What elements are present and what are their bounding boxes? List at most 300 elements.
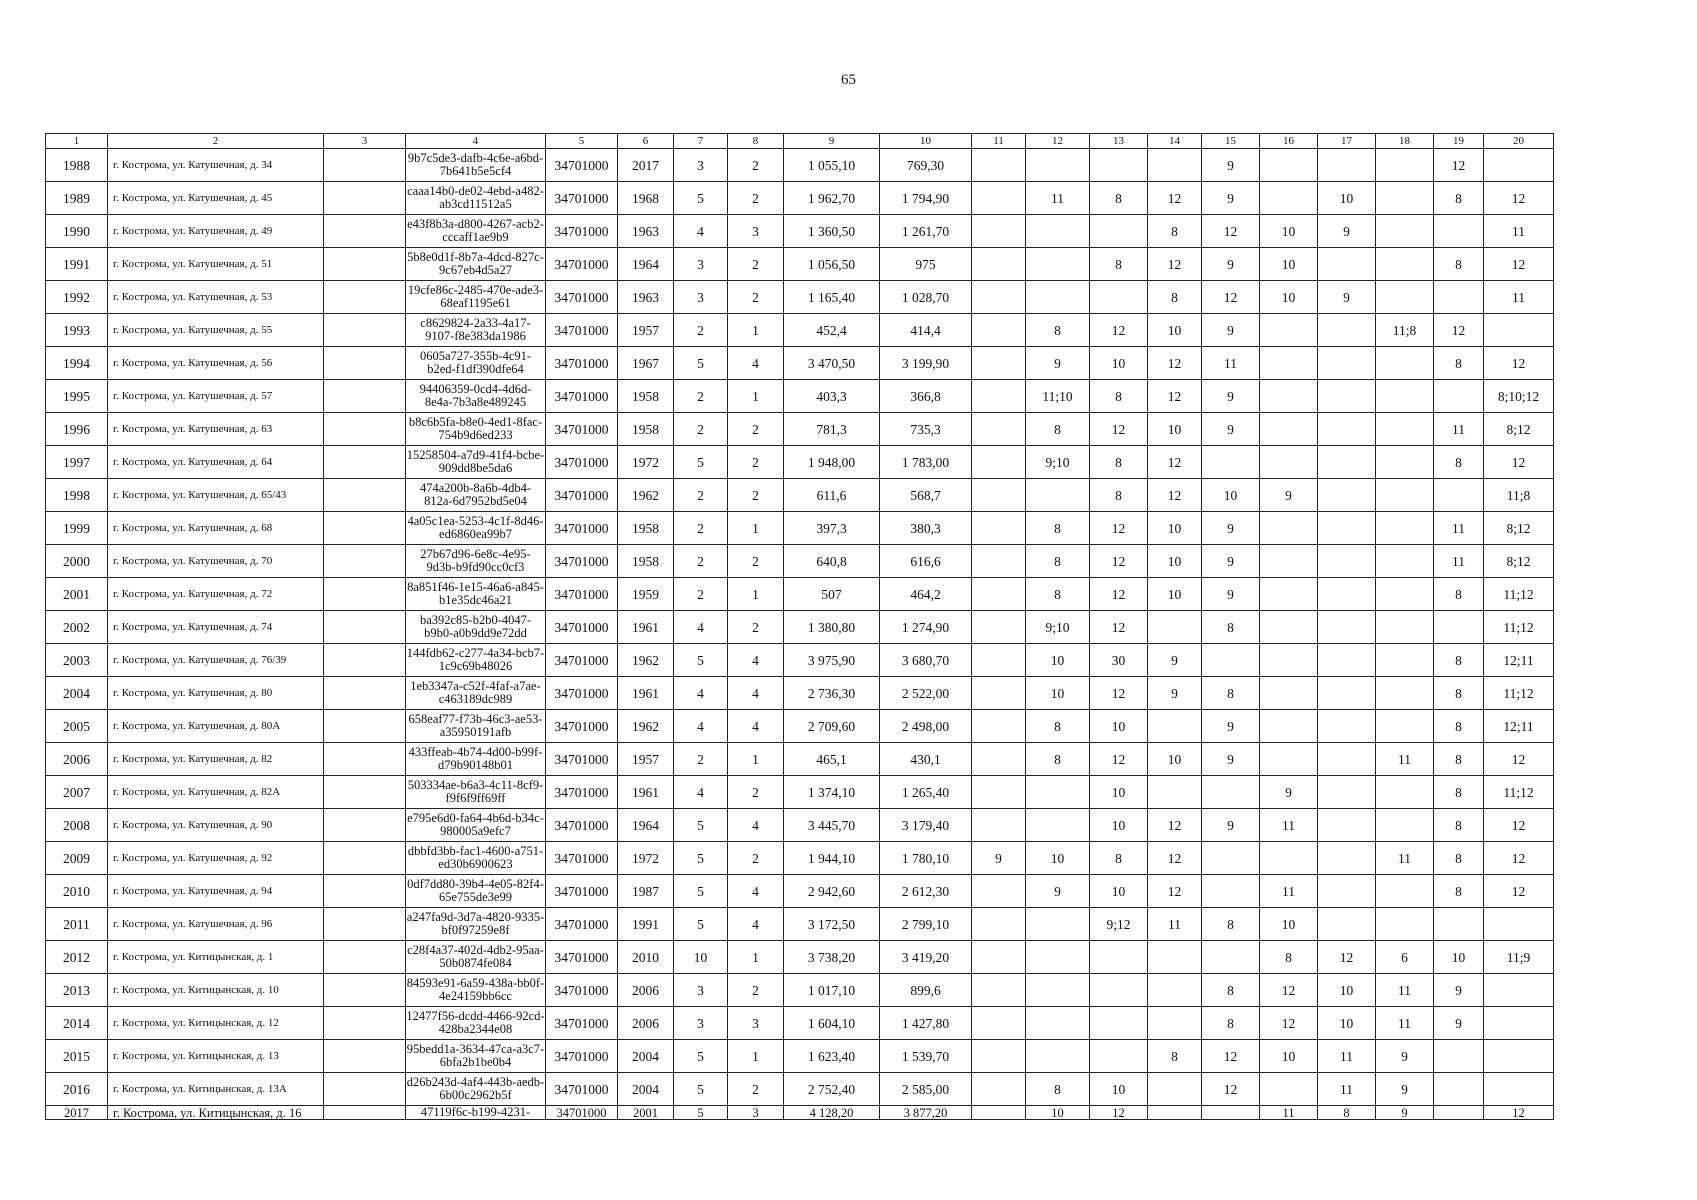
table-cell bbox=[1376, 644, 1434, 677]
table-cell: 10 bbox=[674, 941, 728, 974]
table-cell: 144fdb62-c277-4a34-bcb7-1c9c69b48026 bbox=[406, 644, 546, 677]
table-row bbox=[46, 314, 1554, 347]
table-cell: 9b7c5de3-dafb-4c6e-a6bd-7b641b5e5cf4 bbox=[406, 149, 546, 182]
table-cell: 1 962,70 bbox=[784, 182, 880, 215]
table-cell bbox=[324, 314, 406, 347]
table-cell: 2004 bbox=[46, 677, 108, 710]
table-cell bbox=[324, 644, 406, 677]
table-cell: 2 bbox=[674, 479, 728, 512]
table-cell: 34701000 bbox=[546, 248, 618, 281]
table-cell: 1 bbox=[728, 743, 784, 776]
table-cell bbox=[1148, 1106, 1202, 1120]
table-cell: 8 bbox=[1148, 1040, 1202, 1073]
table-cell: 2013 bbox=[46, 974, 108, 1007]
table-cell bbox=[1148, 149, 1202, 182]
table-cell: 12 bbox=[1202, 215, 1260, 248]
table-cell: 1958 bbox=[618, 380, 674, 413]
table-cell bbox=[1318, 809, 1376, 842]
table-cell bbox=[1260, 314, 1318, 347]
table-cell: 95bedd1a-3634-47ca-a3c7-6bfa2b1be0b4 bbox=[406, 1040, 546, 1073]
table-cell bbox=[972, 908, 1026, 941]
table-cell: 11 bbox=[1376, 743, 1434, 776]
table-cell: 2 bbox=[728, 446, 784, 479]
table-cell: 507 bbox=[784, 578, 880, 611]
table-cell: г. Кострома, ул. Катушечная, д. 82 bbox=[108, 743, 324, 776]
table-cell: 10 bbox=[1148, 512, 1202, 545]
table-cell bbox=[1026, 281, 1090, 314]
table-cell: 1996 bbox=[46, 413, 108, 446]
table-cell: 11;8 bbox=[1484, 479, 1554, 512]
table-cell: 8 bbox=[1148, 281, 1202, 314]
table-cell: 1958 bbox=[618, 545, 674, 578]
table-cell: 1957 bbox=[618, 743, 674, 776]
table-row bbox=[46, 380, 1554, 413]
table-cell: 2 bbox=[674, 545, 728, 578]
table-cell bbox=[972, 149, 1026, 182]
table-cell: 2 bbox=[728, 776, 784, 809]
table-cell bbox=[1026, 1040, 1090, 1073]
column-header-16: 16 bbox=[1260, 134, 1318, 149]
table-cell: г. Кострома, ул. Катушечная, д. 82А bbox=[108, 776, 324, 809]
table-cell: г. Кострома, ул. Катушечная, д. 74 bbox=[108, 611, 324, 644]
table-cell: г. Кострома, ул. Катушечная, д. 53 bbox=[108, 281, 324, 314]
table-cell bbox=[972, 776, 1026, 809]
table-cell: 94406359-0cd4-4d6d-8e4a-7b3a8e489245 bbox=[406, 380, 546, 413]
table-cell bbox=[1376, 677, 1434, 710]
table-cell: 12 bbox=[1484, 182, 1554, 215]
table-cell: г. Кострома, ул. Китицынская, д. 10 bbox=[108, 974, 324, 1007]
table-cell bbox=[972, 578, 1026, 611]
table-cell: 11 bbox=[1318, 1040, 1376, 1073]
table-cell bbox=[972, 413, 1026, 446]
table-cell: 9 bbox=[1202, 578, 1260, 611]
table-cell bbox=[972, 545, 1026, 578]
table-cell: 6 bbox=[1376, 941, 1434, 974]
table-row bbox=[46, 677, 1554, 710]
table-cell: 9 bbox=[1434, 974, 1484, 1007]
table-cell: 11 bbox=[1260, 1106, 1318, 1120]
table-cell: 1 360,50 bbox=[784, 215, 880, 248]
table-cell: 34701000 bbox=[546, 875, 618, 908]
table-cell bbox=[1148, 1073, 1202, 1106]
table-row bbox=[46, 1073, 1554, 1106]
table-cell: 11;10 bbox=[1026, 380, 1090, 413]
table-cell: 3 bbox=[674, 1007, 728, 1040]
table-cell: 9 bbox=[1148, 644, 1202, 677]
table-cell: 12 bbox=[1090, 545, 1148, 578]
table-cell: 2 bbox=[728, 149, 784, 182]
table-cell: 4 bbox=[674, 710, 728, 743]
table-cell: 10 bbox=[1148, 413, 1202, 446]
table-cell: г. Кострома, ул. Катушечная, д. 92 bbox=[108, 842, 324, 875]
table-cell: 2 bbox=[728, 974, 784, 1007]
table-cell: 10 bbox=[1260, 281, 1318, 314]
table-cell bbox=[972, 1007, 1026, 1040]
table-cell bbox=[1260, 545, 1318, 578]
table-cell: 2017 bbox=[46, 1106, 108, 1120]
table-cell: г. Кострома, ул. Катушечная, д. 76/39 bbox=[108, 644, 324, 677]
table-cell bbox=[1484, 974, 1554, 1007]
table-cell: 34701000 bbox=[546, 743, 618, 776]
table-cell: 452,4 bbox=[784, 314, 880, 347]
table-cell: 2 bbox=[728, 1073, 784, 1106]
table-cell: 34701000 bbox=[546, 941, 618, 974]
table-cell bbox=[972, 875, 1026, 908]
table-cell: 4 bbox=[728, 644, 784, 677]
table-cell: 12 bbox=[1484, 347, 1554, 380]
table-cell: 34701000 bbox=[546, 182, 618, 215]
table-row bbox=[46, 611, 1554, 644]
table-cell bbox=[1376, 512, 1434, 545]
table-cell: 465,1 bbox=[784, 743, 880, 776]
table-cell bbox=[1376, 149, 1434, 182]
table-cell: 2012 bbox=[46, 941, 108, 974]
table-row bbox=[46, 941, 1554, 974]
table-cell: 11 bbox=[1484, 281, 1554, 314]
table-cell: 1991 bbox=[618, 908, 674, 941]
table-cell: 12 bbox=[1484, 743, 1554, 776]
table-cell: 1957 bbox=[618, 314, 674, 347]
table-cell bbox=[1260, 710, 1318, 743]
table-cell bbox=[1484, 314, 1554, 347]
table-row bbox=[46, 413, 1554, 446]
table-cell bbox=[1376, 809, 1434, 842]
table-cell bbox=[972, 1040, 1026, 1073]
table-cell: 1963 bbox=[618, 281, 674, 314]
table-cell: 8 bbox=[1434, 743, 1484, 776]
table-cell bbox=[1260, 413, 1318, 446]
table-cell: 2001 bbox=[46, 578, 108, 611]
table-cell bbox=[1202, 446, 1260, 479]
table-cell: 12;11 bbox=[1484, 710, 1554, 743]
table-cell: 8 bbox=[1434, 644, 1484, 677]
table-cell: 9 bbox=[1202, 149, 1260, 182]
table-cell: 9 bbox=[1148, 677, 1202, 710]
table-cell: 34701000 bbox=[546, 413, 618, 446]
table-cell bbox=[1026, 908, 1090, 941]
table-cell: 8 bbox=[1090, 479, 1148, 512]
table-cell: 8 bbox=[1026, 314, 1090, 347]
table-cell: 3 bbox=[674, 281, 728, 314]
table-row bbox=[46, 908, 1554, 941]
table-cell: 10 bbox=[1148, 314, 1202, 347]
table-cell: 10 bbox=[1318, 974, 1376, 1007]
table-cell: 2 752,40 bbox=[784, 1073, 880, 1106]
table-cell bbox=[1484, 149, 1554, 182]
table-cell: 12 bbox=[1318, 941, 1376, 974]
table-cell bbox=[1434, 1106, 1484, 1120]
table-cell bbox=[972, 1106, 1026, 1120]
table-cell: 1959 bbox=[618, 578, 674, 611]
table-cell bbox=[324, 1073, 406, 1106]
table-cell: г. Кострома, ул. Китицынская, д. 16 bbox=[108, 1106, 324, 1120]
table-cell: 9;10 bbox=[1026, 611, 1090, 644]
table-cell: 34701000 bbox=[546, 644, 618, 677]
table-cell: 10 bbox=[1260, 215, 1318, 248]
table-cell bbox=[1376, 182, 1434, 215]
table-cell: 2 522,00 bbox=[880, 677, 972, 710]
table-cell: г. Кострома, ул. Катушечная, д. 64 bbox=[108, 446, 324, 479]
table-cell bbox=[972, 974, 1026, 1007]
table-cell bbox=[324, 875, 406, 908]
table-cell: 2 bbox=[728, 413, 784, 446]
table-cell: г. Кострома, ул. Катушечная, д. 34 bbox=[108, 149, 324, 182]
table-cell: 34701000 bbox=[546, 446, 618, 479]
table-cell: 2 bbox=[728, 842, 784, 875]
table-cell bbox=[1434, 479, 1484, 512]
table-cell: 11;8 bbox=[1376, 314, 1434, 347]
table-cell bbox=[324, 743, 406, 776]
table-cell: 3 179,40 bbox=[880, 809, 972, 842]
table-cell: 8 bbox=[1318, 1106, 1376, 1120]
table-cell: 10 bbox=[1202, 479, 1260, 512]
table-cell: 12 bbox=[1484, 248, 1554, 281]
table-cell: 1967 bbox=[618, 347, 674, 380]
table-cell bbox=[1318, 248, 1376, 281]
table-cell: 2 bbox=[674, 413, 728, 446]
table-cell: 8 bbox=[1026, 545, 1090, 578]
table-cell: 12 bbox=[1484, 446, 1554, 479]
table-row bbox=[46, 875, 1554, 908]
table-cell: 1998 bbox=[46, 479, 108, 512]
table-cell: 8;12 bbox=[1484, 512, 1554, 545]
table-cell bbox=[1318, 512, 1376, 545]
table-cell: 9 bbox=[1202, 809, 1260, 842]
table-cell: 0605a727-355b-4c91-b2ed-f1df390dfe64 bbox=[406, 347, 546, 380]
table-cell: 5 bbox=[674, 1040, 728, 1073]
table-cell bbox=[972, 743, 1026, 776]
table-cell: 9 bbox=[1376, 1106, 1434, 1120]
table-cell: 3 bbox=[674, 248, 728, 281]
table-cell: 3 172,50 bbox=[784, 908, 880, 941]
table-cell: 1964 bbox=[618, 809, 674, 842]
table-cell: 658eaf77-f73b-46c3-ae53-a35950191afb bbox=[406, 710, 546, 743]
table-cell: 1 017,10 bbox=[784, 974, 880, 1007]
table-cell: 8 bbox=[1202, 611, 1260, 644]
table-cell bbox=[1318, 743, 1376, 776]
table-cell bbox=[1090, 149, 1148, 182]
table-cell: г. Кострома, ул. Катушечная, д. 45 bbox=[108, 182, 324, 215]
table-cell: 2003 bbox=[46, 644, 108, 677]
table-cell: 899,6 bbox=[880, 974, 972, 1007]
table-cell: 8 bbox=[1434, 776, 1484, 809]
table-cell: 2 942,60 bbox=[784, 875, 880, 908]
column-header-10: 10 bbox=[880, 134, 972, 149]
table-cell: 12 bbox=[1148, 479, 1202, 512]
table-cell bbox=[1376, 875, 1434, 908]
table-cell bbox=[972, 281, 1026, 314]
table-cell: 1 bbox=[728, 380, 784, 413]
table-cell: 11;12 bbox=[1484, 578, 1554, 611]
table-cell: 1 948,00 bbox=[784, 446, 880, 479]
table-cell: 9 bbox=[1202, 710, 1260, 743]
table-cell: 11;12 bbox=[1484, 776, 1554, 809]
table-row bbox=[46, 644, 1554, 677]
table-cell: 2010 bbox=[46, 875, 108, 908]
table-cell: 1992 bbox=[46, 281, 108, 314]
table-cell: 9 bbox=[1318, 281, 1376, 314]
table-cell: 12 bbox=[1484, 842, 1554, 875]
table-cell: 8;10;12 bbox=[1484, 380, 1554, 413]
table-cell: 8 bbox=[1026, 1073, 1090, 1106]
table-cell bbox=[1202, 776, 1260, 809]
table-cell: 1962 bbox=[618, 479, 674, 512]
table-cell: 1 bbox=[728, 578, 784, 611]
table-cell: 34701000 bbox=[546, 677, 618, 710]
table-cell bbox=[1026, 149, 1090, 182]
table-row bbox=[46, 710, 1554, 743]
column-header-13: 13 bbox=[1090, 134, 1148, 149]
table-cell: 1 265,40 bbox=[880, 776, 972, 809]
table-cell: 1 165,40 bbox=[784, 281, 880, 314]
table-cell: 10 bbox=[1090, 710, 1148, 743]
table-row bbox=[46, 776, 1554, 809]
table-cell: 9;10 bbox=[1026, 446, 1090, 479]
table-cell: 366,8 bbox=[880, 380, 972, 413]
table-cell bbox=[972, 380, 1026, 413]
table-cell: 5 bbox=[674, 446, 728, 479]
table-cell: 9;12 bbox=[1090, 908, 1148, 941]
table-cell bbox=[1318, 545, 1376, 578]
table-cell bbox=[324, 611, 406, 644]
table-cell: 3 bbox=[674, 974, 728, 1007]
table-cell: 1 028,70 bbox=[880, 281, 972, 314]
table-cell: г. Кострома, ул. Катушечная, д. 70 bbox=[108, 545, 324, 578]
table-cell: 8 bbox=[1090, 182, 1148, 215]
table-cell: 34701000 bbox=[546, 776, 618, 809]
table-cell bbox=[972, 215, 1026, 248]
table-cell: 1962 bbox=[618, 710, 674, 743]
table-cell: 8 bbox=[1090, 248, 1148, 281]
table-cell: 8 bbox=[1202, 1007, 1260, 1040]
table-cell bbox=[1318, 776, 1376, 809]
column-header-14: 14 bbox=[1148, 134, 1202, 149]
table-cell: 34701000 bbox=[546, 512, 618, 545]
table-cell bbox=[324, 248, 406, 281]
table-cell bbox=[1376, 479, 1434, 512]
table-cell bbox=[1090, 941, 1148, 974]
table-cell: 15258504-a7d9-41f4-bcbe-909dd8be5da6 bbox=[406, 446, 546, 479]
table-cell: 11 bbox=[1260, 809, 1318, 842]
table-cell bbox=[1376, 413, 1434, 446]
table-cell: 2014 bbox=[46, 1007, 108, 1040]
table-cell: г. Кострома, ул. Китицынская, д. 13А bbox=[108, 1073, 324, 1106]
table-cell: 975 bbox=[880, 248, 972, 281]
table-cell bbox=[324, 809, 406, 842]
table-cell bbox=[1260, 182, 1318, 215]
table-cell: 11 bbox=[1434, 545, 1484, 578]
table-cell: 9 bbox=[1318, 215, 1376, 248]
table-cell: 464,2 bbox=[880, 578, 972, 611]
table-cell bbox=[1148, 776, 1202, 809]
table-cell: г. Кострома, ул. Катушечная, д. 96 bbox=[108, 908, 324, 941]
table-cell: 34701000 bbox=[546, 1073, 618, 1106]
table-cell bbox=[1434, 380, 1484, 413]
table-cell: 8 bbox=[1434, 710, 1484, 743]
table-cell bbox=[1318, 875, 1376, 908]
table-cell: 2015 bbox=[46, 1040, 108, 1073]
table-row bbox=[46, 578, 1554, 611]
table-cell: г. Кострома, ул. Катушечная, д. 49 bbox=[108, 215, 324, 248]
table-row bbox=[46, 545, 1554, 578]
table-cell: 2004 bbox=[618, 1040, 674, 1073]
table-cell bbox=[1260, 347, 1318, 380]
table-cell: dbbfd3bb-fac1-4600-a751-ed30b6900623 bbox=[406, 842, 546, 875]
table-cell: г. Кострома, ул. Катушечная, д. 72 bbox=[108, 578, 324, 611]
table-cell: 0df7dd80-39b4-4e05-82f4-65e755de3e99 bbox=[406, 875, 546, 908]
table-cell: 8 bbox=[1026, 743, 1090, 776]
table-row bbox=[46, 1007, 1554, 1040]
table-cell: 11 bbox=[1434, 512, 1484, 545]
table-cell: 1eb3347a-c52f-4faf-a7ae-c463189dc989 bbox=[406, 677, 546, 710]
table-cell: 2 bbox=[728, 545, 784, 578]
table-cell bbox=[1318, 644, 1376, 677]
table-cell: 1 274,90 bbox=[880, 611, 972, 644]
table-cell bbox=[1434, 1073, 1484, 1106]
table-cell: 34701000 bbox=[546, 281, 618, 314]
table-cell: 4a05c1ea-5253-4c1f-8d46-ed6860ea99b7 bbox=[406, 512, 546, 545]
table-cell: 12 bbox=[1202, 1073, 1260, 1106]
table-cell: 5b8e0d1f-8b7a-4dcd-827c-9c67eb4d5a27 bbox=[406, 248, 546, 281]
table-cell bbox=[324, 578, 406, 611]
table-cell: г. Кострома, ул. Китицынская, д. 1 bbox=[108, 941, 324, 974]
table-cell: 10 bbox=[1148, 545, 1202, 578]
table-cell bbox=[1090, 1007, 1148, 1040]
table-cell: 433ffeab-4b74-4d00-b99f-d79b90148b01 bbox=[406, 743, 546, 776]
table-cell bbox=[1376, 248, 1434, 281]
table-cell: 4 bbox=[728, 677, 784, 710]
column-header-2: 2 bbox=[108, 134, 324, 149]
table-cell: 34701000 bbox=[546, 710, 618, 743]
table-cell: 2009 bbox=[46, 842, 108, 875]
table-cell bbox=[1318, 380, 1376, 413]
table-cell: 2 bbox=[674, 314, 728, 347]
table-cell: 2005 bbox=[46, 710, 108, 743]
table-cell: 2 498,00 bbox=[880, 710, 972, 743]
table-cell: 2006 bbox=[46, 743, 108, 776]
table-cell: г. Кострома, ул. Катушечная, д. 65/43 bbox=[108, 479, 324, 512]
table-cell: 12 bbox=[1202, 1040, 1260, 1073]
table-row bbox=[46, 809, 1554, 842]
table-cell bbox=[1376, 611, 1434, 644]
table-cell bbox=[1260, 644, 1318, 677]
table-cell: 12;11 bbox=[1484, 644, 1554, 677]
table-cell: 34701000 bbox=[546, 545, 618, 578]
table-cell: г. Кострома, ул. Катушечная, д. 90 bbox=[108, 809, 324, 842]
table-cell: 10 bbox=[1090, 875, 1148, 908]
table-cell: 9 bbox=[1202, 743, 1260, 776]
table-cell: d26b243d-4af4-443b-aedb-6b00c2962b5f bbox=[406, 1073, 546, 1106]
table-cell: 11 bbox=[1484, 215, 1554, 248]
table-cell bbox=[1434, 1040, 1484, 1073]
column-header-3: 3 bbox=[324, 134, 406, 149]
table-cell bbox=[1434, 908, 1484, 941]
table-cell bbox=[324, 842, 406, 875]
table-cell: 8 bbox=[1434, 875, 1484, 908]
table-cell bbox=[972, 710, 1026, 743]
table-cell: 8 bbox=[1202, 677, 1260, 710]
table-cell: 34701000 bbox=[546, 380, 618, 413]
table-cell: 2 709,60 bbox=[784, 710, 880, 743]
table-cell: 1968 bbox=[618, 182, 674, 215]
table-cell: 5 bbox=[674, 644, 728, 677]
table-cell: 397,3 bbox=[784, 512, 880, 545]
table-cell bbox=[1376, 908, 1434, 941]
table-cell: 2 bbox=[728, 611, 784, 644]
table-cell: 1993 bbox=[46, 314, 108, 347]
table-cell bbox=[324, 182, 406, 215]
table-cell: 10 bbox=[1026, 842, 1090, 875]
